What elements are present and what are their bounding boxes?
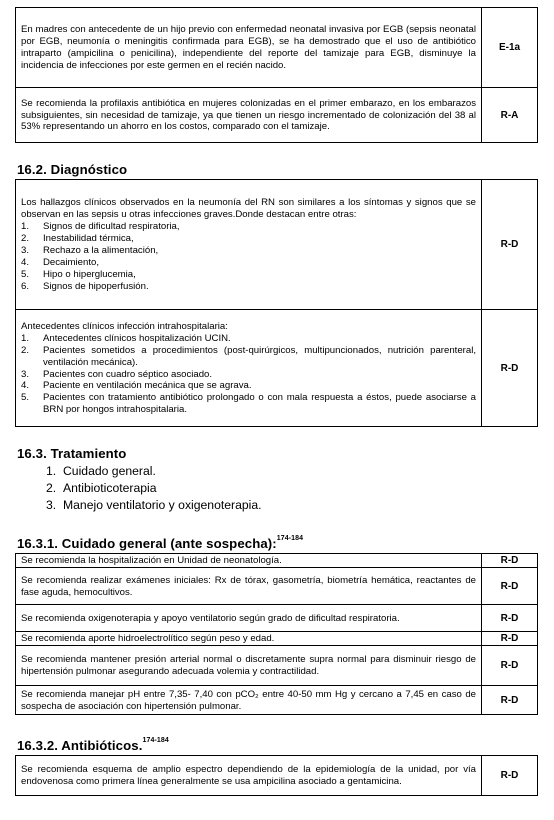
diagnostico-table xyxy=(15,179,538,427)
evidence-grade: R-D xyxy=(482,632,538,646)
list-item: 3. Rechazo a la alimentación, xyxy=(21,245,159,256)
evidence-grade: R-D xyxy=(482,686,538,715)
list-item: 3. Pacientes con cuadro séptico asociado. xyxy=(21,368,213,380)
evidence-grade: R-D xyxy=(482,605,538,632)
evidence-grade: R-D xyxy=(482,568,538,605)
table-row xyxy=(16,646,538,686)
evidence-grade: R-D xyxy=(482,180,538,310)
recommendation-text: Se recomienda manejar pH entre 7,35- 7,40 con pCO₂ entre 40-50 mm Hg y cercano a 7,45 en caso de sospecha de asociación con hipertensión pulmonar. xyxy=(16,686,482,715)
evidence-grade: R-D xyxy=(482,554,538,568)
recommendation-text: En madres con antecedente de un hijo previo con enfermedad neonatal invasiva por EGB (sepsis neonatal por EGB, neumonía o meningitis confirmada para EGB), se ha demostrado que el uso de antibiótico intraparto (ampicilina o penicilina), independiente del reporte del tamizaje para EGB, disminuye la incidencia de infecciones por este germen en el recién nacido. xyxy=(16,8,482,88)
diagnostico-antecedentes xyxy=(16,310,482,427)
evidence-grade: R-A xyxy=(482,88,538,143)
list-item: 1. Signos de dificultad respiratoria, xyxy=(21,221,180,233)
recommendation-text: Se recomienda aporte hidroelectrolítico según peso y edad. xyxy=(16,632,482,646)
table-row xyxy=(16,605,538,632)
list-item: 4. Decaimiento, xyxy=(21,256,99,268)
table-row xyxy=(16,310,538,427)
table-row xyxy=(16,88,538,143)
section-heading-antibioticos: 16.3.2. Antibióticos.$^{174-184}$ xyxy=(17,737,169,753)
table-row xyxy=(16,180,538,310)
table-row xyxy=(16,632,538,646)
antecedentes-intro: Antecedentes clínicos infección intrahospitalaria: xyxy=(21,320,228,332)
recommendation-text: Se recomienda mantener presión arterial normal o discretamente supra normal para disminuir riesgo de hipertensión pulmonar asegurando adecuada volemia y contractilidad. xyxy=(16,646,482,686)
table-row xyxy=(16,756,538,796)
list-item: 5. Hipo o hiperglucemia, xyxy=(21,268,136,280)
antibioticos-table xyxy=(15,755,538,796)
diagnostico-findings xyxy=(16,180,482,310)
table-row xyxy=(16,8,538,88)
evidence-grade: E-1a xyxy=(482,8,538,88)
section-heading-diagnostico: 16.2. Diagnóstico xyxy=(17,162,128,177)
citation-superscript: 174-184 xyxy=(276,535,304,542)
section-heading-tratamiento: 16.3. Tratamiento xyxy=(17,446,127,461)
list-item: 2. Inestabilidad térmica, xyxy=(21,233,134,245)
recommendation-text: Se recomienda esquema de amplio espectro dependiendo de la epidemiología de la unidad, por vía endovenosa como primera línea generalmente se usa ampicilina asociado a gentamicina. xyxy=(16,756,482,796)
section-heading-cuidado-general: 16.3.1. Cuidado general (ante sospecha):$^{174-184}$ xyxy=(17,535,304,551)
cuidado-general-table xyxy=(15,553,538,715)
list-item: 4. Paciente en ventilación mecánica que se agrava. xyxy=(21,380,252,392)
recommendation-text: Se recomienda la hospitalización en Unidad de neonatología. xyxy=(16,554,482,568)
table-row xyxy=(16,686,538,715)
recommendation-text: Se recomienda la profilaxis antibiótica en mujeres colonizadas en el primer embarazo, en los embarazos subsiguientes, sin necesidad de tamizaje, ya que tienen un riesgo incrementado de colonización del 38 al 53% representando un ahorro en los costos, comparado con el tamizaje. xyxy=(16,88,482,143)
antecedentes-list xyxy=(21,333,476,416)
evidence-grade: R-D xyxy=(482,646,538,686)
evidence-grade: R-D xyxy=(482,756,538,796)
table-row xyxy=(16,568,538,605)
evidence-table-top xyxy=(15,7,538,143)
findings-intro: Los hallazgos clínicos observados en la neumonía del RN son similares a los síntomas y signos que se observan en las sepsis u otras infecciones graves.Donde destacan entre otras: xyxy=(21,197,476,221)
list-item: 2. Pacientes sometidos a procedimientos (post-quirúrgicos, multipuncionados, nutrición parenteral, ventilación mecánica). xyxy=(21,344,476,368)
table-row xyxy=(16,554,538,568)
list-item: 5. Pacientes con tratamiento antibiótico prolongado o con mala respuesta a éstos, puede asociarse a BRN por hongos intrahospitalaria. xyxy=(21,392,476,416)
findings-list xyxy=(21,221,476,292)
list-item: 1. Cuidado general. xyxy=(46,464,156,478)
evidence-grade: R-D xyxy=(482,310,538,427)
list-item: 6. Signos de hipoperfusión. xyxy=(21,280,149,292)
recommendation-text: Se recomienda realizar exámenes iniciales: Rx de tórax, gasometría, biometría hemática, reactantes de fase aguda, hemocultivos. xyxy=(16,568,482,605)
list-item: 3. Manejo ventilatorio y oxigenoterapia. xyxy=(46,498,262,512)
list-item: 2. Antibioticoterapia xyxy=(46,481,157,495)
list-item: 1. Antecedentes clínicos hospitalización UCIN. xyxy=(21,332,231,344)
citation-superscript: 174-184 xyxy=(142,737,169,744)
tratamiento-list xyxy=(46,463,262,514)
recommendation-text: Se recomienda oxigenoterapia y apoyo ventilatorio según grado de dificultad respiratoria. xyxy=(16,605,482,632)
